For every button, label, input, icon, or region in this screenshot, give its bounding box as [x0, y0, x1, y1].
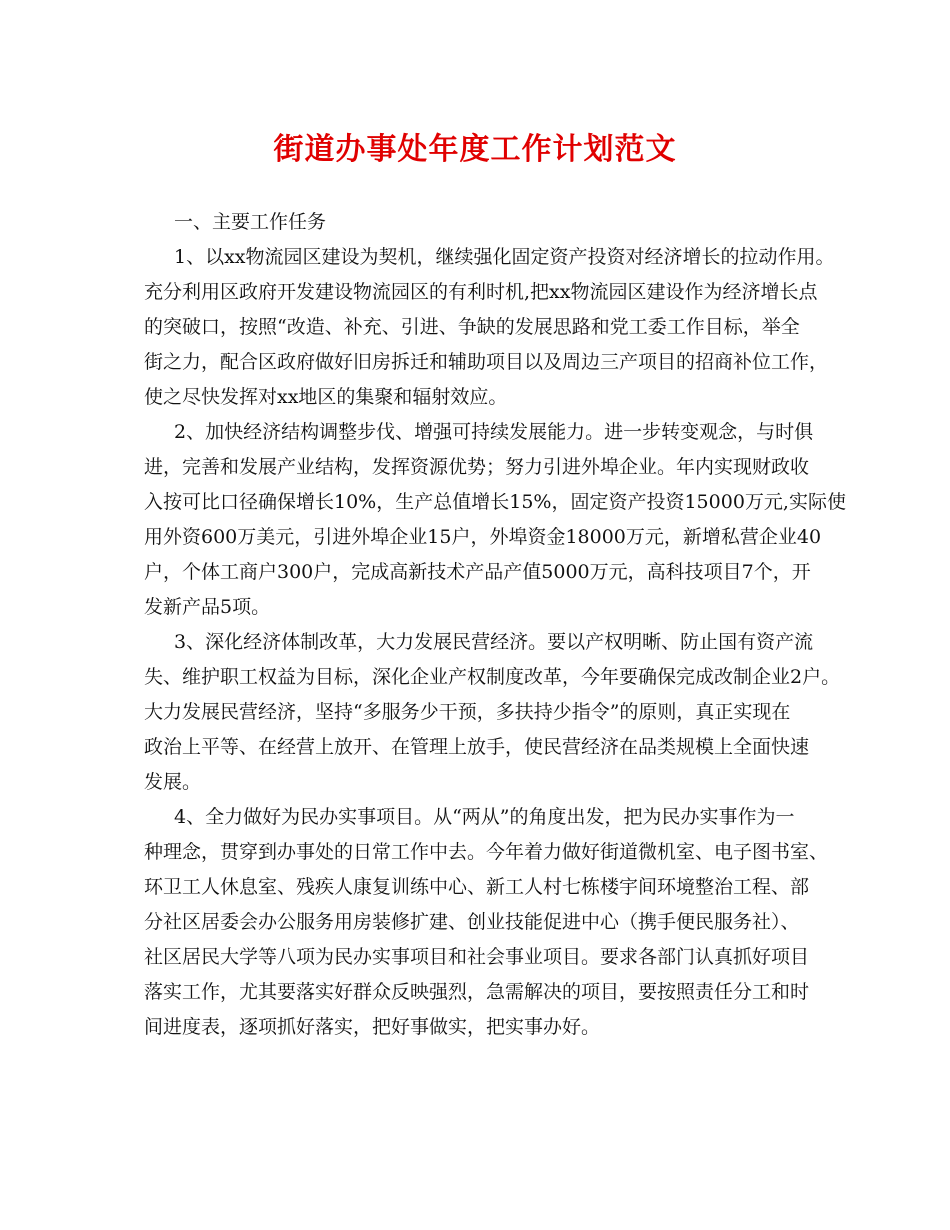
paragraph-line: 间进度表，逐项抓好落实，把好事做实，把实事办好。: [144, 1016, 601, 1038]
paragraph-line: 入按可比口径确保增长10%，生产总值增长15%，固定资产投资15000万元,实际使: [144, 491, 846, 513]
paragraph-line: 政治上平等、在经营上放开、在管理上放手，使民营经济在品类规模上全面快速: [144, 736, 810, 758]
paragraph-line: 的突破口，按照“改造、补充、引进、争缺的发展思路和党工委工作目标，举全: [144, 316, 800, 338]
document-title: 街道办事处年度工作计划范文: [273, 132, 677, 167]
paragraph-line: 失、维护职工权益为目标，深化企业产权制度改革，今年要确保完成改制企业2户。: [144, 666, 841, 688]
paragraph-line: 进，完善和发展产业结构，发挥资源优势；努力引进外埠企业。年内实现财政收: [144, 456, 810, 478]
paragraph-first-line: 1、以xx物流园区建设为契机，继续强化固定资产投资对经济增长的拉动作用。: [174, 246, 835, 268]
paragraph-line: 种理念，贯穿到办事处的日常工作中去。今年着力做好街道微机室、电子图书室、: [144, 841, 829, 863]
paragraph-line: 社区居民大学等八项为民办实事项目和社会事业项目。要求各部门认真抓好项目: [144, 946, 810, 968]
paragraph-line: 大力发展民营经济，坚持“多服务少干预，多扶持少指令”的原则，真正实现在: [144, 701, 791, 723]
paragraph-line: 落实工作，尤其要落实好群众反映强烈，急需解决的项目，要按照责任分工和时: [144, 981, 810, 1003]
paragraph-line: 使之尽快发挥对xx地区的集聚和辐射效应。: [144, 386, 508, 408]
paragraph-line: 街之力，配合区政府做好旧房拆迁和辅助项目以及周边三产项目的招商补位工作，: [144, 351, 829, 373]
paragraph-first-line: 2、加快经济结构调整步伐、增强可持续发展能力。进一步转变观念，与时俱: [174, 421, 814, 443]
paragraph-first-line: 3、深化经济体制改革，大力发展民营经济。要以产权明晰、防止国有资产流: [174, 631, 814, 653]
paragraph-first-line: 一、主要工作任务: [174, 211, 327, 233]
paragraph-line: 充分利用区政府开发建设物流园区的有利时机,把xx物流园区建设作为经济增长点: [144, 281, 818, 303]
paragraph-line: 发新产品5项。: [144, 596, 271, 618]
paragraph-line: 用外资600万美元，引进外埠企业15户，外埠资金18000万元，新增私营企业40: [144, 526, 822, 548]
paragraph-line: 环卫工人休息室、残疾人康复训练中心、新工人村七栋楼宇间环境整治工程、部: [144, 876, 810, 898]
paragraph-line: 发展。: [144, 771, 202, 793]
paragraph-first-line: 4、全力做好为民办实事项目。从“两从”的角度出发，把为民办实事作为一: [174, 806, 795, 828]
paragraph-line: 分社区居委会办公服务用房装修扩建、创业技能促进中心（携手便民服务社）、: [144, 911, 800, 933]
document-body: [144, 205, 846, 1045]
paragraph-line: 户，个体工商户300户，完成高新技术产品产值5000万元，高科技项目7个，开: [144, 561, 811, 583]
